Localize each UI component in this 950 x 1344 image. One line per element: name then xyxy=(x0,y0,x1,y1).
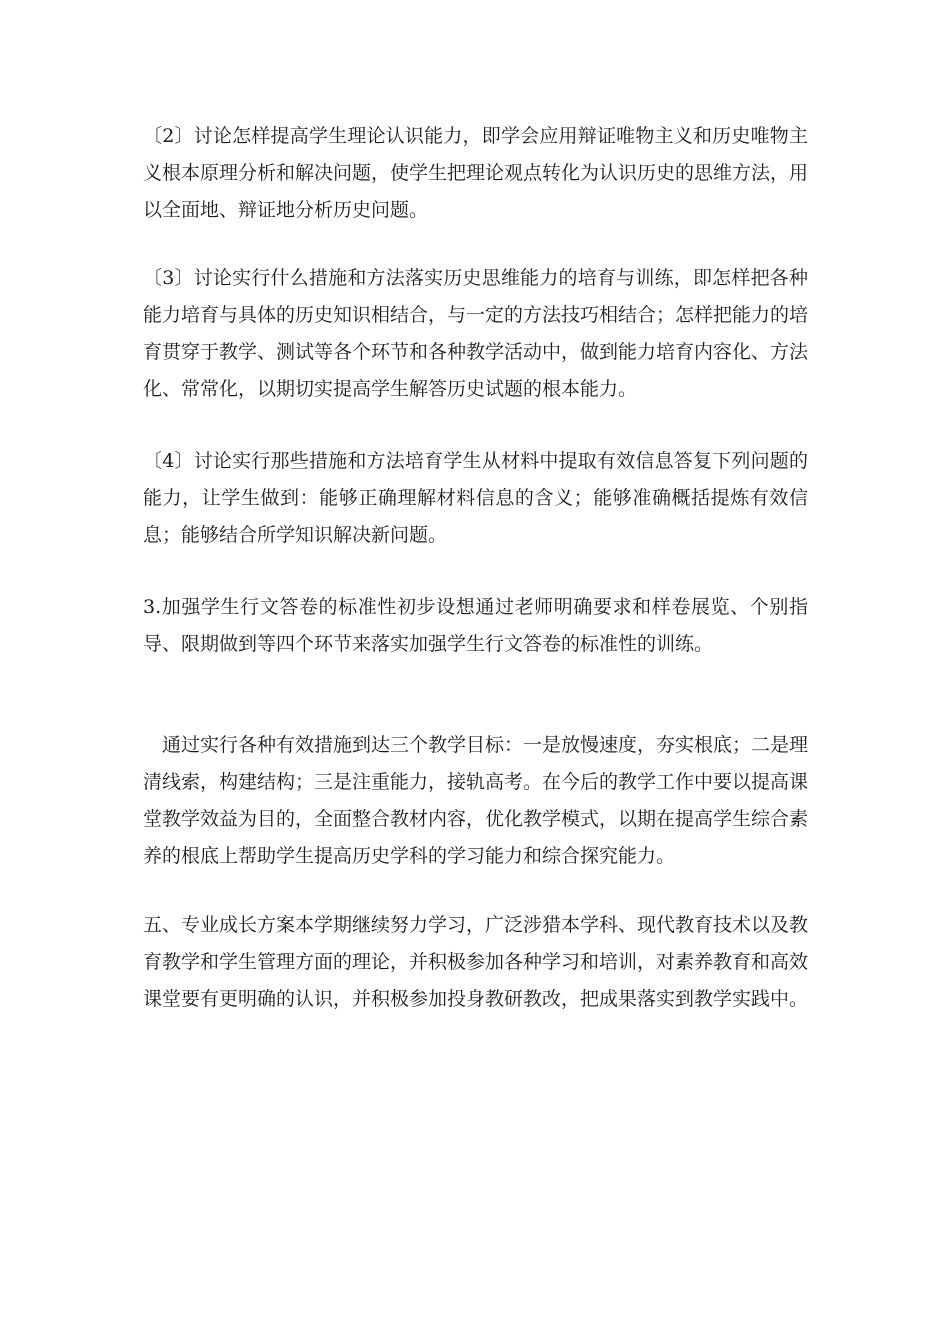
paragraph-section-5: 五、专业成长方案本学期继续努力学习，广泛涉猎本学科、现代教育技术以及教育教学和学生管理方面的理论，并积极参加各种学习和培训，对素养教育和高效课堂要有更明确的认识，并积极参加投身教研教改，把成果落实到教学实践中。 xyxy=(143,914,809,1010)
paragraph-teaching-goals: 通过实行各种有效措施到达三个教学目标：一是放慢速度，夯实根底；二是理清线索，构建结构；三是注重能力，接轨高考。在今后的教学工作中要以提高课堂教学效益为目的，全面整合教材内容，优化教学模式，以期在提高学生综合素养的根底上帮助学生提高历史学科的学习能力和综合探究能力。 xyxy=(143,734,809,867)
paragraph-item-3: 〔3〕讨论实行什么措施和方法落实历史思维能力的培育与训练，即怎样把各种能力培育与具体的历史知识相结合，与一定的方法技巧相结合；怎样把能力的培育贯穿于教学、测试等各个环节和各种教学活动中，做到能力培育内容化、方法化、常常化，以期切实提高学生解答历史试题的根本能力。 xyxy=(143,267,809,400)
paragraph-item-4: 〔4〕讨论实行那些措施和方法培育学生从材料中提取有效信息答复下列问题的能力，让学生做到：能够正确理解材料信息的含义；能够准确概括提炼有效信息；能够结合所学知识解决新问题。 xyxy=(143,450,808,546)
paragraph-section-3: 3.加强学生行文答卷的标准性初步设想通过老师明确要求和样卷展览、个别指导、限期做到等四个环节来落实加强学生行文答卷的标准性的训练。 xyxy=(143,596,808,655)
paragraph-item-2: 〔2〕讨论怎样提高学生理论认识能力，即学会应用辩证唯物主义和历史唯物主义根本原理分析和解决问题，使学生把理论观点转化为认识历史的思维方法，用以全面地、辩证地分析历史问题。 xyxy=(143,125,809,221)
